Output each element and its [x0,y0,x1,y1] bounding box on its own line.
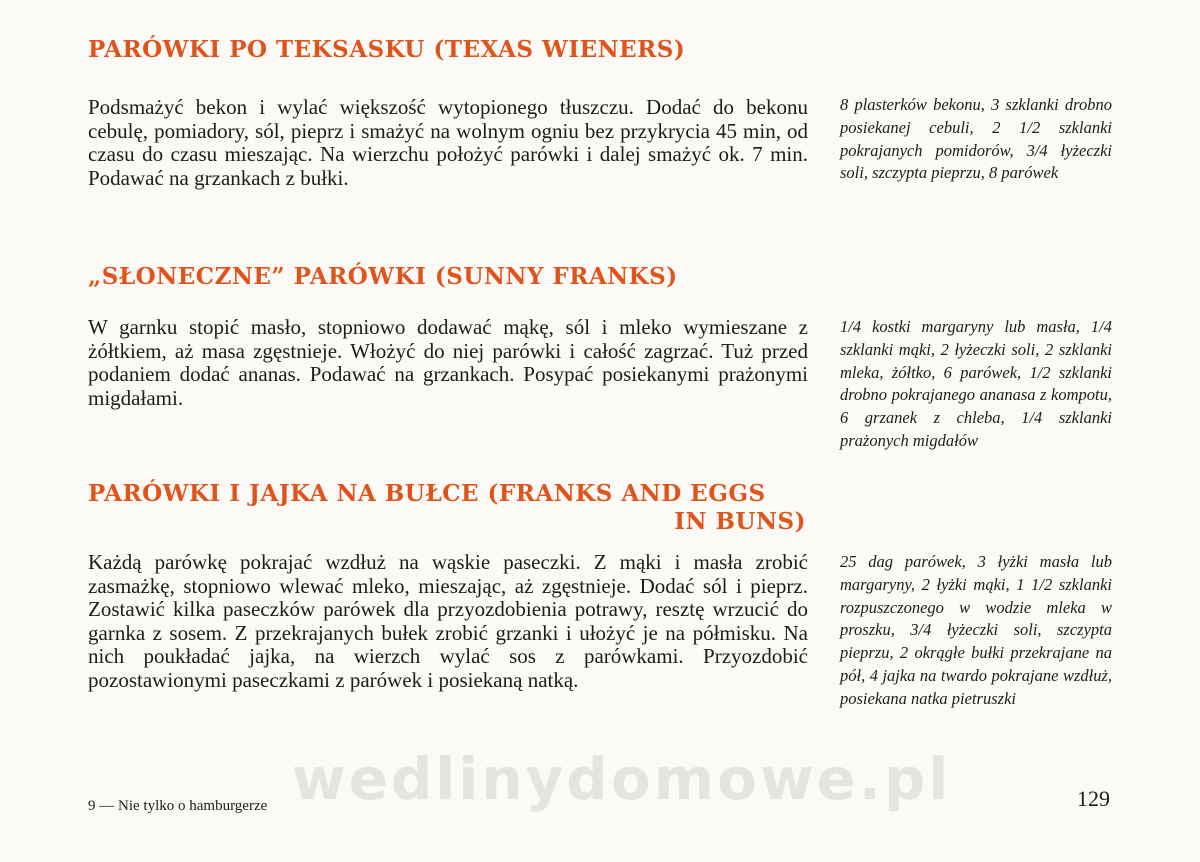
recipe-instructions-sunny-franks: W garnku stopić masło, stopniowo dodawać mąkę, sól i mleko wymieszane z żółtkiem, aż masa zgęstnieje. Włożyć do niej parówki i całość zagrzać. Tuż przed podaniem dodać ananas. Podawać na grzankach. Posypać posiekanymi prażonymi migdałami. [88,315,808,410]
recipe-title-sunny-franks: „SŁONECZNE” PARÓWKI (SUNNY FRANKS) [88,263,678,290]
recipe-title-texas-wieners: PARÓWKI PO TEKSASKU (TEXAS WIENERS) [88,36,686,63]
ingredients-list-franks-and-eggs: 25 dag parówek, 3 łyżki masła lub margaryny, 2 łyżki mąki, 1 1/2 szklanki rozpuszczonego w wodzie mleka w proszku, 3/4 łyżeczki soli, szczypta pieprzu, 2 okrągłe bułki przekrajane na pół, 4 jajka na twardo pokrajane wzdłuż, posiekana natka pietruszki [840,552,1112,708]
recipe-title-line-1: PARÓWKI I JAJKA NA BUŁCE (FRANKS AND EGGS [88,480,766,507]
recipe-instructions-franks-and-eggs: Każdą parówkę pokrajać wzdłuż na wąskie paseczki. Z mąki i masła zrobić zasmażkę, stopniowo wlewać mleko, mieszając, aż zgęstnieje. Dodać sól i pieprz. Zostawić kilka paseczków parówek dla przyozdobienia potrawy, resztę wrzucić do garnka z sosem. Z przekrajanych bułek zrobić grzanki i ułożyć je na półmisku. Na nich poukładać jajka, na wierzch wylać sos z parówkami. Przyozdobić pozostawionymi paseczkami z parówek i posiekaną natką. [88,550,808,692]
recipe-instructions-texas-wieners: Podsmażyć bekon i wylać większość wytopionego tłuszczu. Dodać do bekonu cebulę, pomiadory, sól, pieprz i smażyć na wolnym ogniu bez przykrycia 45 min, od czasu do czasu mieszając. Na wierzchu położyć parówki i dalej smażyć ok. 7 min. Podawać na grzankach z bułki. [88,95,808,190]
ingredients-list-texas-wieners: 8 plasterków bekonu, 3 szklanki drobno posiekanej cebuli, 2 1/2 szklanki pokrajanych pomidorów, 3/4 łyżeczki soli, szczypta pieprzu, 8 parówek [840,95,1112,183]
recipe-title-line-2: IN BUNS) [674,508,806,535]
ingredients-list-sunny-franks: 1/4 kostki margaryny lub masła, 1/4 szklanki mąki, 2 łyżeczki soli, 2 szklanki mleka, żółtko, 6 parówek, 1/2 szklanki drobno pokrajanego ananasa z kompotu, 6 grzanek z chleba, 1/4 szklanki prażonych migdałów [840,317,1112,450]
footer-chapter-note: 9 — Nie tylko o hamburgerze [88,798,268,814]
watermark: wedlinydomowe.pl [292,745,952,813]
recipe-title-franks-and-eggs [88,480,806,536]
page-number: 129 [1077,786,1110,811]
